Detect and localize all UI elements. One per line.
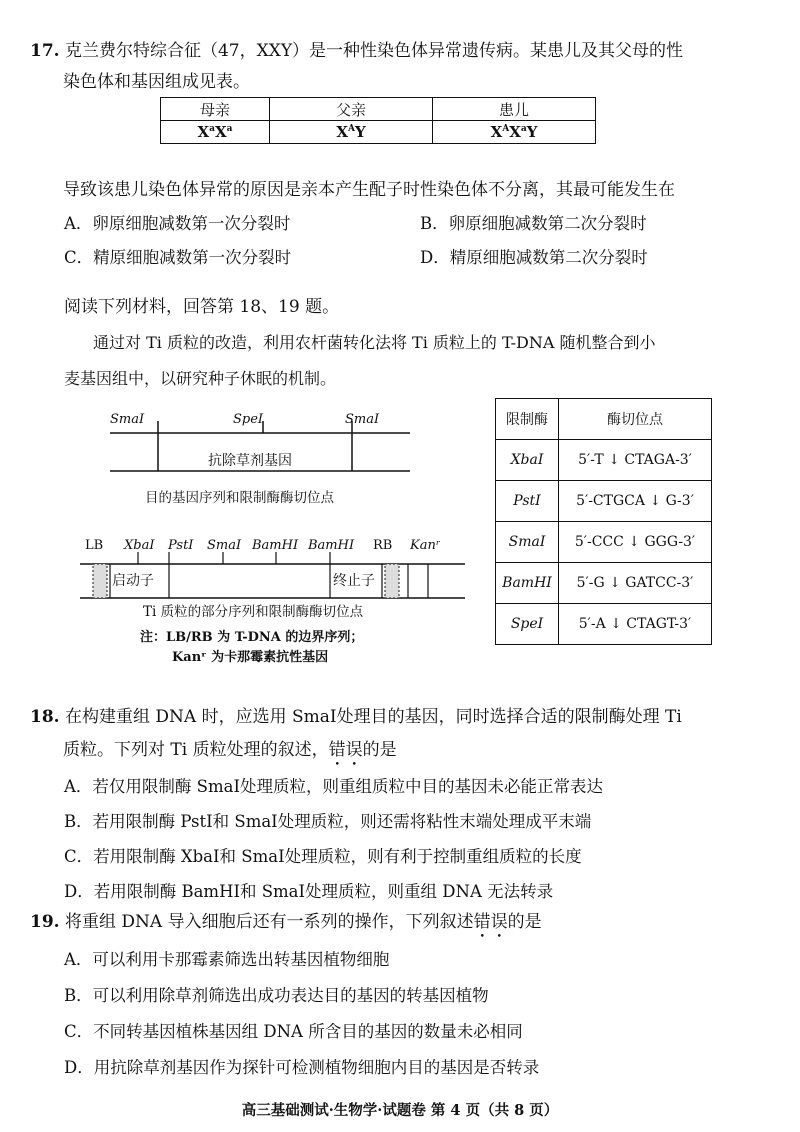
- enzyme-row: [496, 563, 712, 604]
- material-intro: 阅读下列材料，回答第 18、19 题。: [64, 297, 340, 317]
- genotype-child: $X^AX^aY$: [433, 121, 596, 144]
- genotype-father: $X^AY$: [270, 121, 433, 144]
- q17-option-a[interactable]: A．卵原细胞减数第一次分裂时: [64, 214, 291, 233]
- enzyme-site: 5′-A ↓ CTAGT-3′: [559, 604, 712, 645]
- page-footer: 高三基础测试·生物学·试题卷 第 4 页（共 8 页）: [241, 1102, 559, 1119]
- enzyme-name: SmaⅠ: [496, 522, 559, 563]
- diagram2-note2: Kanʳ 为卡那霉素抗性基因: [172, 650, 329, 665]
- q18-option-b[interactable]: B．若用限制酶 PstⅠ和 SmaⅠ处理质粒，则还需将粘性末端处理成平末端: [64, 812, 592, 831]
- site-label-lb: LB: [85, 538, 104, 553]
- q17-stem-text: 克兰费尔特综合征（47，XXY）是一种性染色体异常遗传病。某患儿及其父母的性: [64, 41, 684, 61]
- rb-box: [385, 564, 399, 598]
- q17-number: 17.: [30, 41, 60, 61]
- q17-stem-line1: [30, 36, 683, 61]
- q18-stem-line1: [30, 702, 682, 727]
- diagram1-caption: 目的基因序列和限制酶酶切位点: [145, 490, 334, 506]
- enzyme-name: SpeⅠ: [496, 604, 559, 645]
- site-label-kan: Kanʳ: [410, 538, 441, 553]
- q19-stem-post: 的是: [507, 912, 542, 932]
- enzyme-row: [496, 522, 712, 563]
- material-line1: 通过对 Ti 质粒的改造，利用农杆菌转化法将 Ti 质粒上的 T-DNA 随机整合到小: [93, 333, 656, 352]
- q19-number: 19.: [30, 912, 60, 932]
- enzyme-site: 5′-G ↓ GATCC-3′: [559, 563, 712, 604]
- q17-stem-line2: 染色体和基因组成见表。: [63, 72, 250, 92]
- genotype-header-child: 患儿: [433, 98, 596, 121]
- q18-stem-line2: [63, 735, 397, 770]
- enzyme-site: 5′-CCC ↓ GGG-3′: [559, 522, 712, 563]
- terminator-label: 终止子: [333, 573, 375, 589]
- enzyme-header-site: 酶切位点: [559, 399, 712, 440]
- enzyme-row: [496, 481, 712, 522]
- site-label-xba: XbaⅠ: [124, 538, 155, 553]
- diagram2-caption: Ti 质粒的部分序列和限制酶酶切位点: [143, 604, 364, 620]
- genotype-value-row: [161, 121, 596, 144]
- q19-stem-pre: 将重组 DNA 导入细胞后还有一系列的操作，下列叙述: [64, 912, 474, 932]
- q18-line2-pre: 质粒。下列对 Ti 质粒处理的叙述，: [63, 740, 329, 760]
- promoter-label: 启动子: [112, 573, 154, 589]
- q19-stem: [30, 907, 542, 942]
- material-line2: 麦基因组中，以研究种子休眠的机制。: [64, 369, 337, 388]
- site-label-sma-2: SmaⅠ: [345, 412, 380, 427]
- site-label-bamh-1: BamHⅠ: [252, 538, 299, 553]
- enzyme-site: 5′-T ↓ CTAGA-3′: [559, 440, 712, 481]
- genotype-table: [160, 97, 596, 144]
- q19-option-b[interactable]: B．可以利用除草剂筛选出成功表达目的基因的转基因植物: [64, 986, 489, 1005]
- genotype-header-father: 父亲: [270, 98, 433, 121]
- q19-emphasis: 错误: [473, 912, 508, 932]
- q19-option-c[interactable]: C．不同转基因植株基因组 DNA 所含目的基因的数量未必相同: [64, 1022, 523, 1041]
- q18-number: 18.: [30, 707, 60, 727]
- q18-option-d[interactable]: D．若用限制酶 BamHⅠ和 SmaⅠ处理质粒，则重组 DNA 无法转录: [64, 882, 554, 901]
- enzyme-name: PstⅠ: [496, 481, 559, 522]
- q18-emphasis: 错误: [328, 740, 363, 760]
- q19-option-d[interactable]: D．用抗除草剂基因作为探针可检测植物细胞内目的基因是否转录: [64, 1058, 540, 1077]
- enzyme-table: [495, 398, 712, 645]
- enzyme-table-header: [496, 399, 712, 440]
- q19-option-a[interactable]: A．可以利用卡那霉素筛选出转基因植物细胞: [64, 950, 390, 969]
- enzyme-site: 5′-CTGCA ↓ G-3′: [559, 481, 712, 522]
- herbicide-gene-label: 抗除草剂基因: [208, 453, 292, 469]
- site-label-spe: SpeⅠ: [233, 412, 264, 427]
- q18-option-a[interactable]: A．若仅用限制酶 SmaⅠ处理质粒，则重组质粒中目的基因未必能正常表达: [64, 777, 603, 796]
- enzyme-row: [496, 440, 712, 481]
- site-label-pst: PstⅠ: [168, 538, 194, 553]
- genotype-header-row: [161, 98, 596, 121]
- q17-option-b[interactable]: B．卵原细胞减数第二次分裂时: [420, 214, 647, 233]
- q18-option-c[interactable]: C．若用限制酶 XbaⅠ和 SmaⅠ处理质粒，则有利于控制重组质粒的长度: [64, 847, 582, 866]
- enzyme-row: [496, 604, 712, 645]
- site-label-sma: SmaⅠ: [207, 538, 242, 553]
- q17-option-d[interactable]: D．精原细胞减数第二次分裂时: [420, 248, 648, 267]
- enzyme-header-name: 限制酶: [496, 399, 559, 440]
- q18-stem-text: 在构建重组 DNA 时，应选用 SmaⅠ处理目的基因，同时选择合适的限制酶处理 Ti: [64, 707, 682, 727]
- q17-question: 导致该患儿染色体异常的原因是亲本产生配子时性染色体不分离，其最可能发生在: [63, 180, 675, 200]
- site-label-bamh-2: BamHⅠ: [308, 538, 355, 553]
- enzyme-name: XbaⅠ: [496, 440, 559, 481]
- genotype-mother: $X^aX^a$: [161, 121, 270, 144]
- q17-option-c[interactable]: C．精原细胞减数第一次分裂时: [64, 248, 292, 267]
- lb-box: [93, 564, 107, 598]
- site-label-rb: RB: [373, 538, 393, 553]
- q18-line2-post: 的是: [362, 740, 397, 760]
- enzyme-name: BamHⅠ: [496, 563, 559, 604]
- genotype-header-mother: 母亲: [161, 98, 270, 121]
- site-label-sma-1: SmaⅠ: [110, 412, 145, 427]
- diagram2-note1: 注：LB/RB 为 T-DNA 的边界序列；: [140, 630, 364, 645]
